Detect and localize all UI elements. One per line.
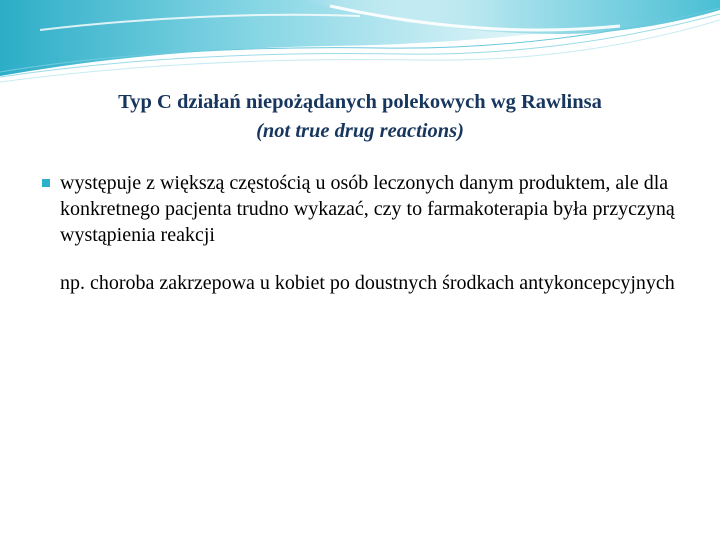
square-bullet-icon (42, 179, 50, 187)
header-wave-decoration (0, 0, 720, 90)
title-line-2: (not true drug reactions) (256, 120, 464, 142)
bullet-item (40, 170, 680, 248)
slide-title (40, 88, 680, 146)
title-line-1: Typ C działań niepożądanych polekowych wg Rawlinsa (118, 91, 602, 113)
slide-content (40, 170, 680, 296)
bullet-text: występuje z większą częstością u osób leczonych danym produktem, ale dla konkretnego pacjenta trudno wykazać, czy to farmakoterapia była przyczyną wystąpienia reakcji (60, 172, 675, 246)
example-text: np. choroba zakrzepowa u kobiet po doustnych środkach antykoncepcyjnych (60, 272, 675, 294)
